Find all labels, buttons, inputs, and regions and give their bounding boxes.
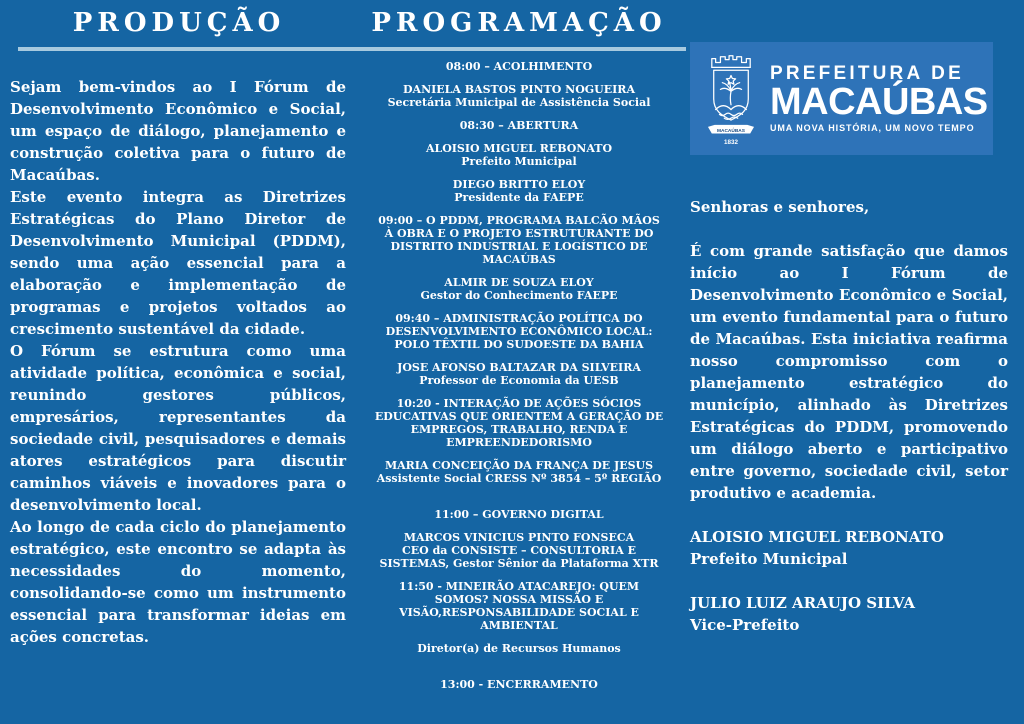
speaker-role: Professor de Economia da UESB xyxy=(419,374,619,387)
prefeitura-logo xyxy=(690,42,993,155)
logo-tagline: UMA NOVA HISTÓRIA, UM NOVO TEMPO xyxy=(770,122,975,133)
schedule-session xyxy=(373,397,665,449)
schedule-speaker xyxy=(373,642,665,655)
schedule-session xyxy=(373,214,665,266)
speaker-name: DIEGO BRITTO ELOY xyxy=(452,178,586,191)
signature-name: ALOISIO MIGUEL REBONATO xyxy=(690,528,944,546)
intro-paragraph: O Fórum se estrutura como uma atividade política, econômica e social, reunindo gestores públicos, empresários, representantes da sociedade civil, pesquisadores e demais atores estratégicos para discutir caminhos viáveis e inovadores para o desenvolvimento local. xyxy=(10,342,346,514)
signature-vice-mayor xyxy=(690,592,1008,636)
crest-banner-text: MACAÚBAS xyxy=(717,128,745,134)
intro-paragraph: Sejam bem-vindos ao I Fórum de Desenvolvimento Econômico e Social, um espaço de diálogo, planejamento e construção coletiva para o futuro de Macaúbas. xyxy=(10,78,346,184)
logo-macaubas: MACAÚBAS xyxy=(770,80,988,123)
intro-paragraph: Ao longo de cada ciclo do planejamento estratégico, este encontro se adapta às necessidades do momento, consolidando-se como um instrumento essencial para transformar ideias em ações concretas. xyxy=(10,518,346,646)
signature-role: Prefeito Municipal xyxy=(690,550,848,568)
schedule-list xyxy=(352,60,686,701)
speaker-role: Gestor do Conhecimento FAEPE xyxy=(420,289,618,302)
speaker-role: Secretária Municipal de Assistência Social xyxy=(387,96,651,109)
schedule-speaker xyxy=(373,276,665,302)
intro-paragraph: Este evento integra as Diretrizes Estratégicas do Plano Diretor de Desenvolvimento Municipal (PDDM), sendo uma ação essencial para a elaboração e implementação de programas e projetos voltados ao crescimento sustentável da cidade. xyxy=(10,188,346,338)
schedule-speaker xyxy=(373,361,665,387)
speaker-name: ALOISIO MIGUEL REBONATO xyxy=(425,142,613,155)
session-title: 11:50 - MINEIRÃO ATACAREJO: QUEM SOMOS? NOSSA MISSÃO E VISÃO,RESPONSABILIDADE SOCIAL E AMBIENTAL xyxy=(398,580,640,632)
signature-name: JULIO LUIZ ARAUJO SILVA xyxy=(690,594,915,612)
program-column xyxy=(352,0,686,724)
speaker-name: MARIA CONCEIÇÃO DA FRANÇA DE JESUS xyxy=(384,459,654,472)
schedule-session xyxy=(373,60,665,73)
session-title: 09:00 – O PDDM, PROGRAMA BALCÃO MÃOS À OBRA E O PROJETO ESTRUTURANTE DO DISTRITO INDUSTRIAL E LOGÍSTICO DE MACAÚBAS xyxy=(378,214,660,266)
speaker-name: MARCOS VINICIUS PINTO FONSECA xyxy=(403,531,635,544)
speaker-name: DANIELA BASTOS PINTO NOGUEIRA xyxy=(403,83,635,96)
session-title: 08:00 – ACOLHIMENTO xyxy=(445,60,593,73)
speaker-role: Prefeito Municipal xyxy=(461,155,577,168)
speaker-name: ALMIR DE SOUZA ELOY xyxy=(444,276,594,289)
schedule-session xyxy=(373,119,665,132)
speaker-name: JOSE AFONSO BALTAZAR DA SILVEIRA xyxy=(397,361,641,374)
logo-prefeitura-de: PREFEITURA DE xyxy=(770,62,964,84)
crest-year-text: 1832 xyxy=(724,138,738,146)
session-title: 13:00 - ENCERRAMENTO xyxy=(440,678,598,691)
speaker-role: Diretor(a) de Recursos Humanos xyxy=(417,642,621,655)
signature-mayor xyxy=(690,526,1008,570)
coat-of-arms-icon xyxy=(702,51,760,147)
session-title: 11:00 – GOVERNO DIGITAL xyxy=(434,508,604,521)
intro-text xyxy=(10,76,346,648)
schedule-speaker xyxy=(373,459,665,485)
schedule-session xyxy=(373,508,665,521)
schedule-session xyxy=(373,678,665,691)
production-column xyxy=(10,0,348,724)
schedule-speaker xyxy=(373,531,665,570)
program-heading: PROGRAMAÇÃO xyxy=(371,8,667,38)
signature-role: Vice-Prefeito xyxy=(690,616,800,634)
schedule-speaker xyxy=(373,178,665,204)
schedule-speaker xyxy=(373,83,665,109)
message-column xyxy=(690,0,1008,724)
welcome-message xyxy=(690,196,1008,636)
session-title: 09:40 – ADMINISTRAÇÃO POLÍTICA DO DESENVOLVIMENTO ECONÔMICO LOCAL: POLO TÊXTIL DO SUDOESTE DA BAHIA xyxy=(385,312,653,351)
session-title: 10:20 - INTERAÇÃO DE AÇÕES SÓCIOS EDUCATIVAS QUE ORIENTEM A GERAÇÃO DE EMPREGOS, TRABALHO, RENDA E EMPREENDEDORISMO xyxy=(374,397,664,449)
message-greeting: Senhoras e senhores, xyxy=(690,198,870,216)
speaker-role: Assistente Social CRESS Nº 3854 – 5º REGIÃO xyxy=(376,472,662,485)
speaker-role: Presidente da FAEPE xyxy=(454,191,584,204)
logo-text xyxy=(770,64,988,134)
production-heading: PRODUÇÃO xyxy=(72,8,286,38)
speaker-role: CEO da CONSISTE – CONSULTORIA E SISTEMAS, Gestor Sênior da Plataforma XTR xyxy=(379,544,659,570)
message-body: É com grande satisfação que damos início ao I Fórum de Desenvolvimento Econômico e Social, um evento fundamental para o futuro de Macaúbas. Esta iniciativa reafirma nosso compromisso com o planejamento estratégico do município, alinhado às Diretrizes Estratégicas do PDDM, promovendo um diálogo aberto e participativo entre governo, sociedade civil, setor produtivo e academia. xyxy=(690,242,1008,502)
schedule-speaker xyxy=(373,142,665,168)
schedule-session xyxy=(373,312,665,351)
session-title: 08:30 – ABERTURA xyxy=(459,119,579,132)
schedule-session xyxy=(373,580,665,632)
